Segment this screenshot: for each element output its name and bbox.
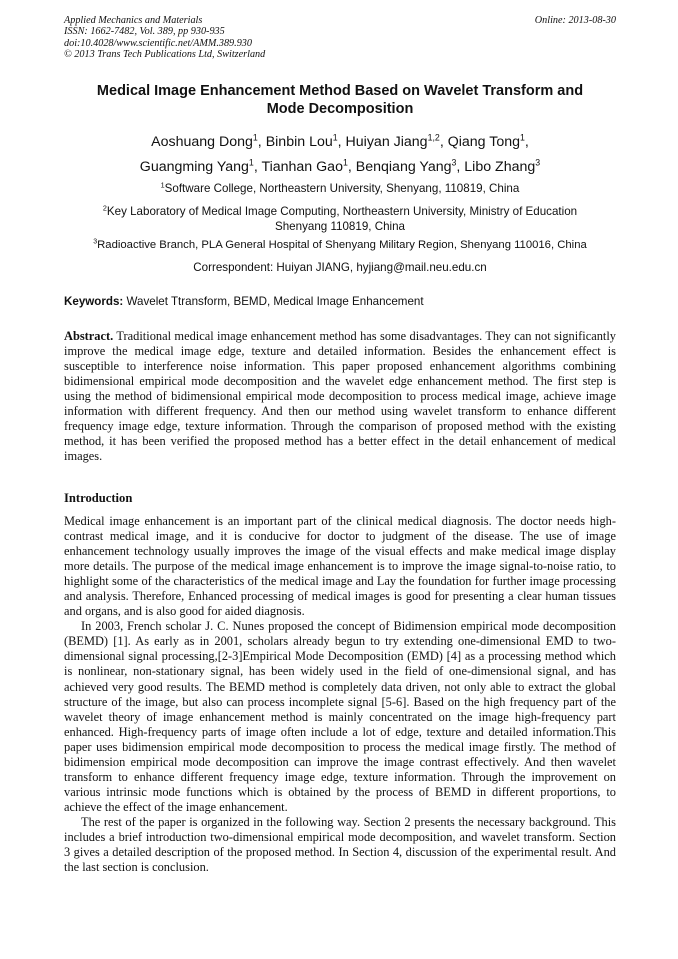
journal-header	[64, 15, 616, 60]
journal-name: Applied Mechanics and Materials	[64, 15, 203, 26]
abstract	[64, 329, 616, 464]
author-line-2: Guangming Yang$^1$, Tianhan Gao$^1$, Benqiang Yang$^3$, Libo Zhang$^3$	[139, 157, 541, 175]
author-name: Benqiang Yang	[355, 158, 452, 175]
keywords-text: Wavelet Ttransform, BEMD, Medical Image Enhancement	[126, 295, 424, 308]
author-affiliation-mark: 3	[451, 157, 457, 168]
affiliation-mark: 2	[102, 203, 107, 213]
author-name: Aoshuang Dong	[151, 134, 253, 150]
paragraph: Medical image enhancement is an important part of the clinical medical diagnosis. The doctor needs high-contrast medical image, and it is conducive for doctor to judgment of the disease. The use of image enhancement technology usually improves the image of the visual effects and make medical image display more details. The purpose of the medical image enhancement is to improve the image signal-to-noise ratio, to highlight some of the characteristics of the medical image and Lay the foundation for further image processing and analysis. Therefore, Enhanced processing of medical images is good for presenting a clear human tissues and organs, and is also good for aided diagnosis.	[64, 514, 616, 619]
title-line-2: Mode Decomposition	[266, 101, 414, 117]
author-affiliation-mark: 1,2	[427, 132, 440, 143]
paragraph: In 2003, French scholar J. C. Nunes proposed the concept of Bidimension empirical mode decomposition (BEMD) [1]. As early as in 2001, scholars already begun to try extending one-dimensional EMD to two-dimensional signal processing,[2-3]Empirical Mode Decomposition (EMD) [4] as a processing method which is nonlinear, non-stationary signal, has been widely used in the field of one-dimensional signal, and has achieved very good results. The BEMD method is completely data driven, not only able to extract the global structure of the image, but also can process incomplete signal [5-6]. Based on the high frequency part of the wavelet theory of image enhancement method is mainly concentrated on the image high-frequency part enhanced. High-frequency parts of image often include a lot of edge, texture and detailed information.This paper uses bidimension empirical mode decomposition to process the medical image firstly. The method of bidimension empirical mode decomposition can improve the image contrast effectively. And then wavelet transform to enhance different frequency image edge, texture information. Through the improvement on various intrinsic mode functions which is obtained by the process of BEMD in different proportions, to achieve the effect of the image enhancement.	[64, 619, 616, 814]
author-name: Libo Zhang	[464, 158, 536, 175]
affiliation-3	[64, 238, 616, 253]
author-name: Tianhan Gao	[261, 158, 343, 175]
author-name: Qiang Tong	[447, 134, 521, 150]
abstract-label: Abstract.	[64, 329, 114, 343]
author-affiliation-mark: 1	[248, 157, 254, 168]
title-line-1: Medical Image Enhancement Method Based on Wavelet Transform and	[96, 83, 584, 99]
copyright-line: © 2013 Trans Tech Publications Ltd, Switzerland	[64, 48, 266, 60]
affiliation-2	[64, 204, 616, 234]
keywords	[64, 294, 616, 309]
doi-line: doi:10.4028/www.scientific.net/AMM.389.930	[64, 37, 252, 49]
affiliation-text: Software College, Northeastern University, Shenyang, 110819, China	[164, 182, 520, 195]
paper-title	[64, 82, 616, 118]
author-line-1: Aoshuang Dong$^1$, Binbin Lou$^1$, Huiyan Jiang$^{1,2}$, Qiang Tong$^1$,	[151, 132, 529, 150]
paragraph: The rest of the paper is organized in the following way. Section 2 presents the necessary background. This includes a brief introduction two-dimensional empirical mode decomposition, and wavelet transform. Section 3 gives a detailed description of the proposed method. In Section 4, discussion of the experimental result. And the last section is conclusion.	[64, 814, 616, 875]
author-list	[64, 130, 616, 179]
affiliation-text-line-2: Shenyang 110819, China	[275, 220, 405, 233]
abstract-text: Traditional medical image enhancement method has some disadvantages. They can not significantly improve the medical image edge, texture and detailed information. Besides the enhancement effect is susceptible to interference noise information. This paper proposed enhancement algorithms combining bidimensional empirical mode decomposition and the wavelet edge enhancement method. The first step is using the method of bidimensional empirical mode decomposition to process medical image, achieve image information with different frequency. And then our method using wavelet transform to enhance different frequency image edge, texture information. Through the comparison of proposed method with the existing method, it has been verified the proposed method has a better effect in the detail enhancement of medical images.	[64, 329, 616, 464]
author-affiliation-mark: 1	[332, 132, 338, 143]
author-name: Guangming Yang	[139, 158, 249, 175]
affiliation-mark: 3	[93, 238, 98, 246]
section-heading-introduction: Introduction	[64, 491, 133, 505]
online-date: Online: 2013-08-30	[534, 15, 616, 26]
author-affiliation-mark: 1	[342, 157, 348, 168]
introduction-body	[64, 514, 616, 875]
author-name: Binbin Lou	[265, 134, 333, 150]
author-name: Huiyan Jiang	[345, 134, 428, 150]
affiliation-text: Radioactive Branch, PLA General Hospital of Shenyang Military Region, Shenyang 110016, China	[97, 239, 587, 251]
author-affiliation-mark: 1	[520, 132, 525, 143]
correspondent-line: Correspondent: Huiyan JIANG, hyjiang@mail.neu.edu.cn	[193, 261, 487, 274]
affiliation-mark: 1	[160, 180, 165, 190]
author-affiliation-mark: 3	[535, 157, 541, 168]
issn-line: ISSN: 1662-7482, Vol. 389, pp 930-935	[64, 26, 225, 38]
affiliation-text: Key Laboratory of Medical Image Computing, Northeastern University, Ministry of Education	[106, 205, 578, 218]
affiliation-1	[64, 181, 616, 196]
author-affiliation-mark: 1	[252, 132, 258, 143]
keywords-label: Keywords:	[64, 295, 124, 308]
